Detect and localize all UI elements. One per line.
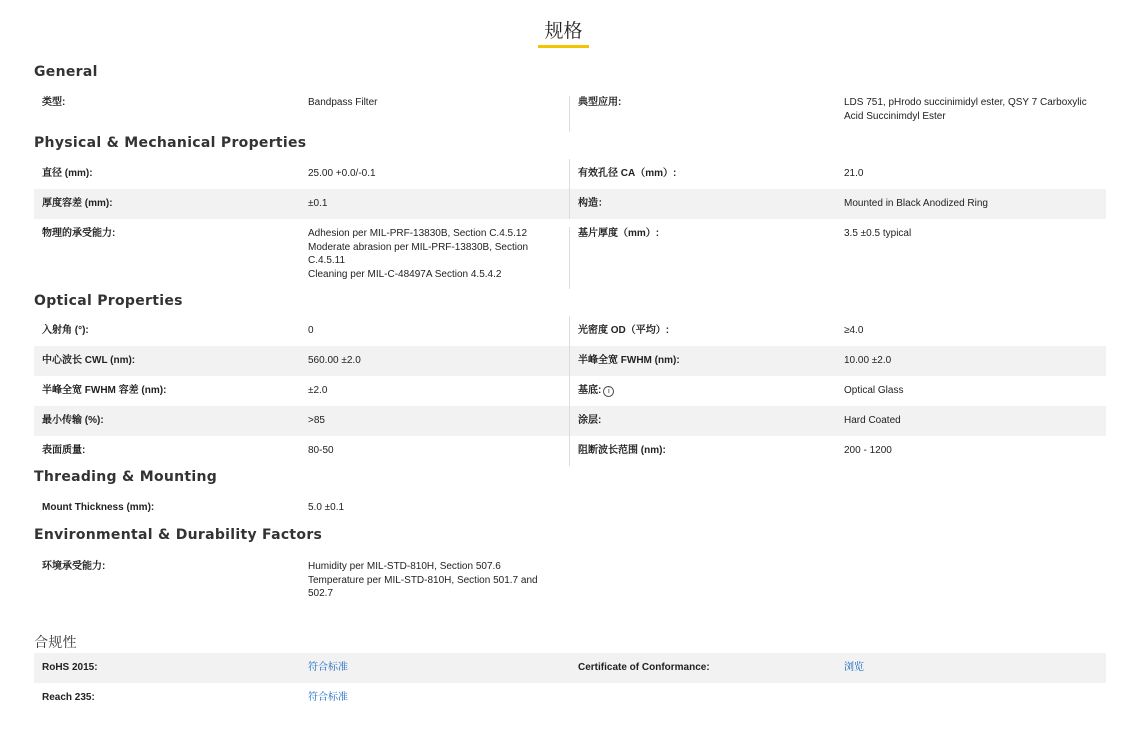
table-row (34, 653, 1106, 683)
table-row (34, 189, 1106, 219)
spec-value: 25.00 +0.0/-0.1 (300, 159, 570, 189)
compliance-link[interactable]: 符合标准 (308, 692, 348, 704)
section-environmental (34, 527, 1106, 543)
spec-value: Adhesion per MIL-PRF-13830B, Section C.4.5.12 Moderate abrasion per MIL-PRF-13830B, Section C.4.5.11 Cleaning per MIL-C-48497A Section 4.5.4.2 (300, 227, 570, 289)
spec-value: 10.00 ±2.0 (844, 355, 892, 367)
spec-label: Mount Thickness (mm): (42, 502, 155, 514)
spec-label: 最小传输 (%): (42, 415, 104, 427)
spec-label: 基底: (578, 385, 602, 397)
spec-value: Optical Glass (844, 385, 904, 397)
table-row (34, 96, 1106, 132)
spec-label: 光密度 OD（平均）: (578, 325, 670, 337)
table-row (34, 316, 1106, 346)
spec-label: 构造： (578, 198, 608, 210)
section-heading: Environmental & Durability Factors (34, 527, 323, 543)
table-row (34, 560, 1106, 606)
page-title: 规格 (538, 20, 588, 48)
rohs-link (300, 661, 570, 675)
spec-label: Reach 235: (42, 692, 95, 704)
table-row (34, 219, 1106, 289)
spec-label: 类型: (42, 97, 66, 108)
spec-value: Humidity per MIL-STD-810H, Section 507.6 Temperature per MIL-STD-810H, Section 501.7 and 502.7 (308, 561, 538, 599)
spec-value: Bandpass Filter (300, 96, 570, 132)
spec-value: 3.5 ±0.5 typical (844, 228, 912, 239)
section-general (34, 64, 1106, 80)
table-row (34, 493, 1106, 523)
spec-label: 入射角 (°): (42, 325, 89, 337)
table-row (34, 406, 1106, 436)
spec-label: 阻断波长范围 (nm): (578, 445, 666, 457)
spec-label: 物理的承受能力: (42, 228, 116, 239)
table-row (34, 346, 1106, 376)
general-table (34, 96, 1106, 132)
spec-value: 0 (300, 316, 570, 346)
spec-value: LDS 751, pHrodo succinimidyl ester, QSY 7 Carboxylic Acid Succinimdyl Ester (844, 97, 1087, 122)
section-heading: Physical & Mechanical Properties (34, 135, 307, 151)
table-row (34, 159, 1106, 189)
compliance-link[interactable]: 符合标准 (308, 662, 348, 674)
spec-label: 基片厚度（mm）: (578, 228, 660, 239)
spec-value: ≥4.0 (844, 325, 864, 337)
spec-label: 环境承受能力: (42, 561, 106, 572)
spec-value: ±0.1 (300, 189, 570, 219)
view-certificate-link[interactable]: 浏览 (844, 662, 864, 674)
table-row (34, 436, 1106, 466)
section-optical (34, 293, 1106, 309)
spec-value: Hard Coated (844, 415, 901, 427)
substrate-label (570, 384, 836, 398)
section-threading (34, 469, 1106, 485)
optical-table (34, 316, 1106, 466)
section-heading: 合规性 (34, 635, 77, 651)
spec-label: 有效孔径 CA（mm）: (578, 168, 677, 180)
spec-value: 80-50 (300, 436, 570, 466)
spec-label: RoHS 2015: (42, 662, 98, 674)
section-heading: Optical Properties (34, 293, 183, 309)
spec-label: 典型应用: (578, 97, 622, 108)
spec-label: 直径 (mm): (42, 168, 93, 180)
spec-value: 21.0 (844, 168, 864, 180)
spec-label: 半峰全宽 FWHM (nm): (578, 355, 680, 367)
spec-label: 涂层: (578, 415, 602, 427)
table-row (34, 376, 1106, 406)
spec-label: 中心波长 CWL (nm): (42, 355, 136, 367)
spec-value: 5.0 ±0.1 (308, 502, 345, 514)
spec-value: 560.00 ±2.0 (300, 346, 570, 376)
spec-label: 半峰全宽 FWHM 容差 (nm): (42, 385, 167, 397)
section-heading: General (34, 64, 98, 80)
physical-table (34, 159, 1106, 289)
section-heading: Threading & Mounting (34, 469, 218, 485)
table-row (34, 683, 1106, 713)
certificate-cell (836, 661, 1106, 675)
spec-value: ±2.0 (300, 376, 570, 406)
section-physical (34, 135, 1106, 151)
spec-value: Mounted in Black Anodized Ring (844, 198, 988, 210)
spec-value: >85 (300, 406, 570, 436)
compliance-table (34, 653, 1106, 713)
spec-label: 厚度容差 (mm): (42, 198, 113, 210)
info-icon[interactable]: i (603, 386, 614, 397)
threading-table (34, 493, 1106, 523)
environmental-table (34, 560, 1106, 606)
title-wrap (0, 0, 1127, 48)
spec-label: Certificate of Conformance: (578, 662, 710, 674)
spec-value: 200 - 1200 (844, 445, 892, 457)
section-compliance (34, 632, 1106, 652)
reach-link (300, 691, 570, 705)
spec-label: 表面质量: (42, 445, 86, 457)
